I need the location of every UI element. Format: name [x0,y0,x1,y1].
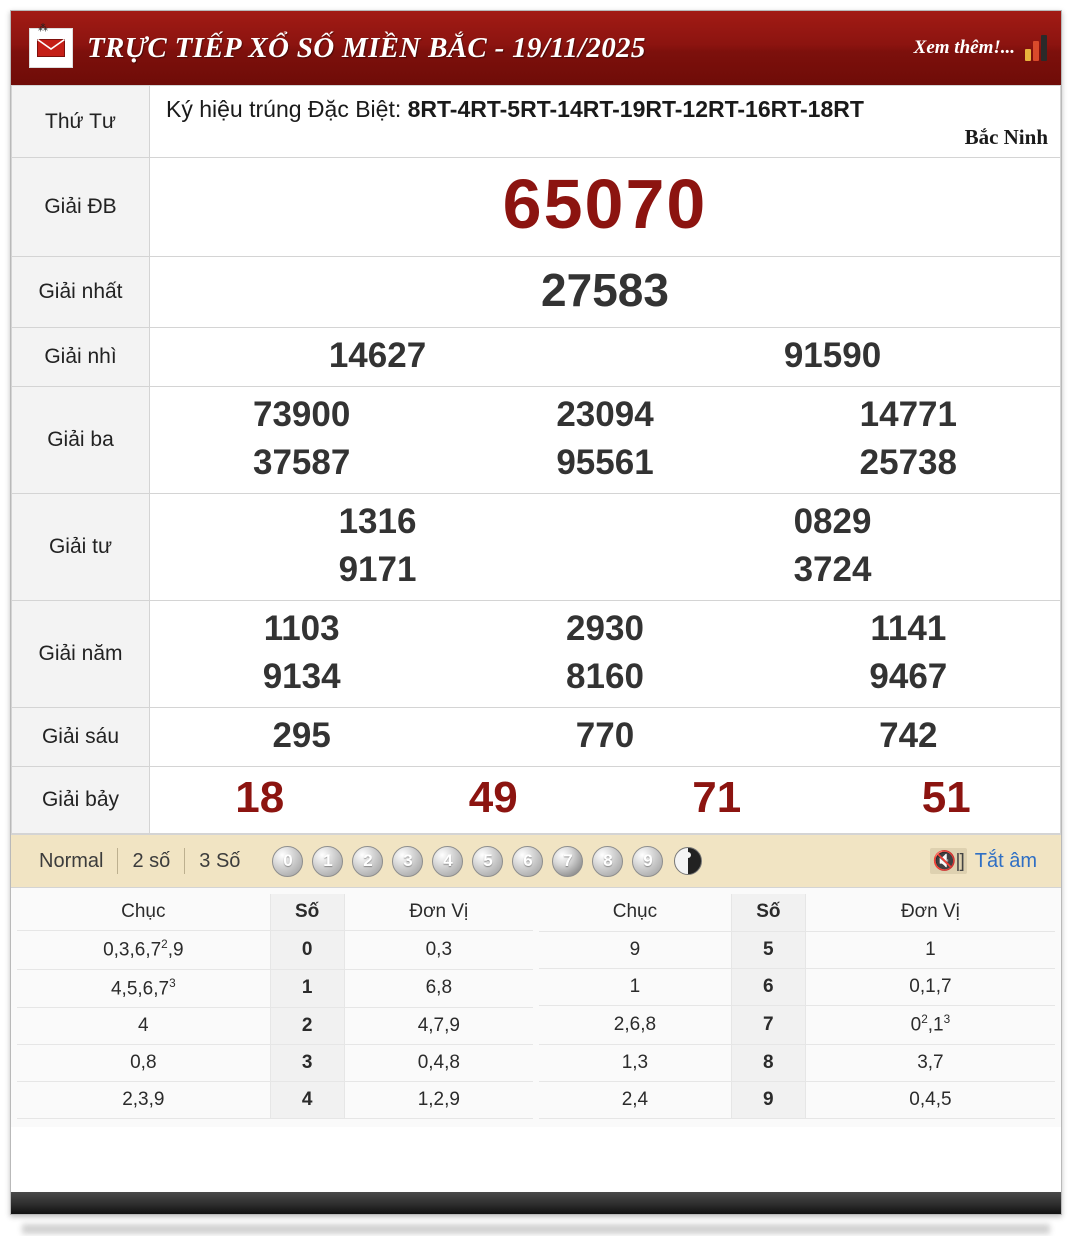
table-row [539,1081,1055,1118]
prize-second-values [150,328,1061,387]
table-row [12,86,1061,158]
stats-so-cell: 4 [270,1082,344,1119]
table-row [539,968,1055,1005]
page-header [11,11,1061,85]
stats-header-donvi: Đơn Vị [344,894,533,931]
tab-two-digit[interactable]: 2 số [132,849,171,872]
tab-three-digit[interactable]: 3 Số [199,849,241,872]
panel-shadow [22,1224,1050,1234]
prize-label-fourth: Giải tư [12,494,150,601]
province-label: Bắc Ninh [964,125,1048,150]
stats-so-cell: 7 [731,1006,805,1045]
stats-chuc-cell: 1,3 [539,1044,731,1081]
table-row [12,708,1061,767]
stats-chuc-cell: 2,4 [539,1081,731,1118]
sound-toggle[interactable] [930,848,1051,874]
stats-chuc-cell: 9 [539,931,731,968]
stats-so-cell: 2 [270,1008,344,1045]
prize-number: 71 [692,773,742,823]
digit-ball-6[interactable]: 6 [512,846,543,877]
stats-header-chuc: Chục [17,894,270,931]
prize-third-values [150,387,1061,494]
table-row [17,1082,533,1119]
table-row [12,257,1061,328]
prize-number: 14771 [859,395,957,435]
digit-ball-9[interactable]: 9 [632,846,663,877]
stats-so-cell: 8 [731,1044,805,1081]
prize-number: 9134 [262,657,341,697]
prize-label-fifth: Giải năm [12,601,150,708]
prize-number: 3724 [793,550,872,590]
sparkle-icon: ⁂ [38,23,49,34]
table-row [539,1006,1055,1045]
prize-label-db: Giải ĐB [12,158,150,257]
prize-number: 2930 [566,609,644,649]
prize-number: 0829 [793,502,872,542]
stats-so-cell: 5 [731,931,805,968]
stats-chuc-cell: 0,3,6,7$^2$,9 [17,931,270,969]
stats-donvi-cell: $0^2,1^3$ [805,1006,1055,1045]
prize-fourth-values [150,494,1061,601]
prize-label-first: Giải nhất [12,257,150,328]
digit-ball-7[interactable]: 7 [552,846,583,877]
weekday-label: Thứ Tư [12,86,150,158]
prize-label-second: Giải nhì [12,328,150,387]
results-table [11,85,1061,834]
stats-donvi-cell: 3,7 [805,1044,1055,1081]
stats-chuc-cell: 4,5,6,7$^3$ [17,969,270,1007]
see-more-link[interactable]: Xem thêm!... [913,37,1015,58]
prize-number: 73900 [253,395,351,435]
stats-donvi-cell: 1 [805,931,1055,968]
prize-label-third: Giải ba [12,387,150,494]
special-code-label: Ký hiệu trúng Đặc Biệt: [166,96,402,122]
lottery-panel [10,10,1062,1215]
digit-ball-0[interactable]: 0 [272,846,303,877]
prize-number: 9171 [338,550,417,590]
stats-donvi-cell: 6,8 [344,969,533,1007]
digit-filter-balls [272,846,702,877]
stats-donvi-cell: 1,2,9 [344,1082,533,1119]
stats-header-donvi: Đơn Vị [805,894,1055,931]
prize-number: 295 [272,716,331,756]
stats-so-cell: 3 [270,1045,344,1082]
tab-normal[interactable]: Normal [39,849,104,872]
bar-chart-icon[interactable] [1025,35,1047,61]
table-row [12,387,1061,494]
prize-number: 51 [921,773,971,823]
prize-number: 742 [879,716,938,756]
prize-label-seventh: Giải bảy [12,767,150,834]
prize-number: 95561 [556,443,654,483]
stats-donvi-cell: 0,1,7 [805,968,1055,1005]
table-row [12,767,1061,834]
digit-ball-3[interactable]: 3 [392,846,423,877]
prize-first-value: 27583 [150,257,1061,328]
prize-seventh-values [150,767,1061,834]
table-row [17,969,533,1007]
stats-chuc-cell: 4 [17,1008,270,1045]
prize-number: 37587 [253,443,351,483]
table-row [17,1045,533,1082]
prize-number: 1141 [870,609,947,649]
prize-number: 770 [575,716,635,756]
table-header-row [17,894,533,931]
stats-donvi-cell: 0,4,8 [344,1045,533,1082]
stats-so-cell: 6 [731,968,805,1005]
prize-fifth-values [150,601,1061,708]
sound-toggle-label[interactable]: Tắt âm [974,849,1037,872]
table-row [17,1008,533,1045]
digit-ball-2[interactable]: 2 [352,846,383,877]
speaker-icon[interactable]: 🔇|] [930,848,967,874]
prize-label-sixth: Giải sáu [12,708,150,767]
prize-number: 1316 [338,502,417,542]
digit-ball-8[interactable]: 8 [592,846,623,877]
prize-db-value: 65070 [150,158,1061,257]
table-row [12,601,1061,708]
table-row [12,158,1061,257]
digit-ball-5[interactable]: 5 [472,846,503,877]
stats-donvi-cell: 4,7,9 [344,1008,533,1045]
prize-number: 25738 [859,443,957,483]
stats-header-chuc: Chục [539,894,731,931]
stats-so-cell: 9 [731,1081,805,1118]
prize-number: 9467 [869,657,948,697]
statistics-section [11,888,1061,1127]
prize-number: 8160 [566,657,644,697]
table-row [17,931,533,969]
prize-number: 14627 [328,336,427,376]
table-row [539,1044,1055,1081]
prize-number: 18 [235,773,285,823]
prize-number: 91590 [783,336,882,376]
prize-number: 1103 [263,609,340,649]
special-code-value: 8RT-4RT-5RT-14RT-19RT-12RT-16RT-18RT [407,96,864,122]
stats-table-right [539,894,1055,1119]
prize-number: 23094 [556,395,654,435]
prize-sixth-values [150,708,1061,767]
page-title: TRỰC TIẾP XỔ SỐ MIỀN BẮC - 19/11/2025 [87,31,646,64]
stats-header-so: Số [731,894,805,931]
stats-header-so: Số [270,894,344,931]
stats-donvi-cell: 0,4,5 [805,1081,1055,1118]
mail-icon [29,23,73,68]
table-row [539,931,1055,968]
footer-bar [11,1192,1061,1214]
stats-chuc-cell: 1 [539,968,731,1005]
stats-so-cell: 1 [270,969,344,1007]
yin-yang-icon[interactable] [674,847,702,875]
stats-chuc-cell: 0,8 [17,1045,270,1082]
stats-donvi-cell: 0,3 [344,931,533,969]
table-row [12,494,1061,601]
stats-chuc-cell: 2,6,8 [539,1006,731,1045]
digit-ball-4[interactable]: 4 [432,846,463,877]
digit-ball-1[interactable]: 1 [312,846,343,877]
prize-number: 49 [468,773,518,823]
stats-table-left [17,894,533,1119]
stats-chuc-cell: 2,3,9 [17,1082,270,1119]
stats-so-cell: 0 [270,931,344,969]
header-right [914,35,1047,61]
special-code-cell [150,86,1061,158]
control-bar [11,834,1061,888]
table-row [12,328,1061,387]
table-header-row [539,894,1055,931]
